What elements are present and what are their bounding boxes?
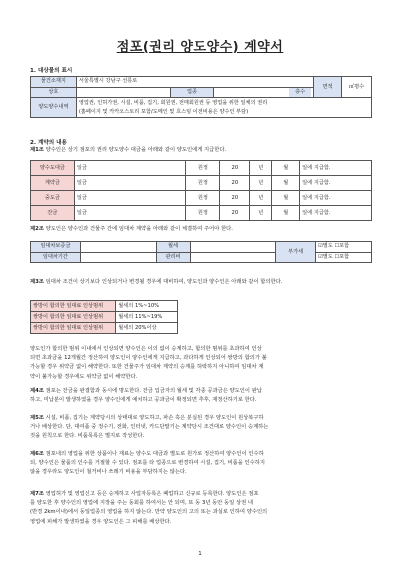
article-2-text: 양도인은 양수인과 건물주 간에 임대차 계약을 아래와 같이 체결하여 주어야 한다. (43, 226, 233, 232)
payment-row-3-label: 잔금 (31, 206, 75, 221)
article-6-line-1: 점포내의 영업을 위한 상품이나 재료는 양수도 대금과 별도로 원가로 정산하여 양수인이 인수하 (43, 451, 264, 457)
location-value: 서울특별시 강남구 선릉로 (76, 77, 313, 88)
article-4 (30, 387, 372, 405)
article-3-text: 임대차 조건이 상기보다 인상되거나 변경될 경우에 대비하여, 양도인과 양수인은 아래와 같이 합의한다. (43, 279, 283, 285)
article-4-line-2: 하고, 미납분이 발생하였을 경우 양수인에게 예치하고 공과금이 확정되면 추후, 재정산하기로 한다. (30, 397, 257, 404)
lease-period-value (80, 252, 156, 263)
payment-row-0-century: 20 (220, 161, 250, 176)
lease-period-label: 임대차기간 (31, 252, 81, 263)
document-title: 점포(권리 양도양수) 계약서 (116, 40, 284, 55)
increase-row-1-label: 쌍방이 합의한 임대료 인상범위 (31, 312, 116, 323)
payment-row-3-day: 일에 지급함. (300, 206, 372, 221)
payment-row-1-day: 일에 지급함. (300, 176, 372, 191)
payment-row-0-prefix: 일금 (74, 161, 186, 176)
increase-row-0-label: 쌍방이 합의한 임대료 인상범위 (31, 301, 116, 312)
article-3-label: 제3조 (30, 279, 44, 285)
article-6-line-2: 되, 양수인은 물품의 인수를 거절할 수 있다. 점포를 타 업종으로 변경하여 시설, 집기, 비품을 인수하지 (30, 460, 265, 467)
article-5 (30, 414, 372, 442)
page-number: 1 (198, 551, 202, 557)
increase-row-1-value: 월세의 11%~19% (116, 312, 178, 323)
article-6 (30, 450, 372, 478)
area-unit: ㎡평수 (342, 77, 372, 98)
article-3-detail (30, 345, 372, 382)
payment-row-3-won: 원정 (186, 206, 220, 221)
payment-row-2-month: 월 (272, 191, 300, 206)
business-type-label: 업종 (170, 87, 214, 98)
payment-table (30, 160, 372, 221)
article-3 (30, 278, 372, 287)
lease-table (30, 241, 372, 263)
article-3-detail-line-1: 양도인가 합의한 범위 이내에서 인상되면 양수인은 이의 없이 승계하고, 합의한 범위를 초과하여 인상 (30, 346, 262, 352)
article-7-line-4: 영업에 피해가 발생하였을 경우 양도인은 그 피해를 배상한다. (30, 518, 172, 525)
article-7-label: 제7조 (30, 491, 44, 497)
payment-row-2-label: 중도금 (31, 191, 75, 206)
transfer-details-value (76, 98, 371, 118)
property-table (30, 76, 372, 118)
article-7-line-1: 영업허가 및 영업신고 등은 승계하고 사업자등록은 폐업하고 신규로 등록한다. 양도인은 점포 (43, 491, 259, 497)
payment-row-2-prefix: 일금 (74, 191, 186, 206)
article-7-line-3: (반경 2km이내)에서 동일업종의 영업을 하지 않는다. 만약 양도인의 고의 또는 과실로 인하여 양수인의 (30, 509, 268, 516)
payment-row-2-year: 년 (250, 191, 272, 206)
article-3-detail-line-2: 되면 초과금을 12개월간 정산하여 양도인이 양수인에게 지급하고, 과다하게 인상되어 쌍방의 합의가 불 (30, 355, 267, 362)
transfer-details-line-1: 영업권, 인허가권, 시설, 비품, 집기, 회원권, 전매회원권 등 영업을 위한 일체의 권리 (78, 99, 268, 106)
article-5-label: 제5조 (30, 415, 44, 421)
vat-checkbox[interactable]: ☑별도 ☐포함 (316, 242, 372, 253)
article-4-label: 제4조 (30, 388, 44, 394)
payment-row-1-century: 20 (220, 176, 250, 191)
location-label: 물건소재지 (31, 77, 77, 88)
payment-row-0-year: 년 (250, 161, 272, 176)
article-5-line-1: 시설, 비품, 집기는 계약당시의 상태대로 양도하고, 파손 혹은 분실된 경우 양도인이 원상복구하 (43, 415, 264, 421)
payment-row-2-century: 20 (220, 191, 250, 206)
monthly-rent-value (190, 242, 276, 253)
shop-name-value (76, 87, 170, 98)
article-7 (30, 490, 372, 527)
section-2-heading: 2. 계약의 내용 (30, 140, 67, 146)
article-1 (30, 146, 372, 155)
payment-row-3-century: 20 (220, 206, 250, 221)
transfer-details-line-2: (홈페이지 및 카카오스토리 포함/도메인 및 호스팅 이전비용은 양수인 부담) (78, 108, 249, 115)
payment-row-3-year: 년 (250, 206, 272, 221)
payment-row-1-month: 월 (272, 176, 300, 191)
payment-row-2-won: 원정 (186, 191, 220, 206)
payment-row-1-year: 년 (250, 176, 272, 191)
payment-row-1-label: 계약금 (31, 176, 75, 191)
rent-increase-table (30, 300, 178, 334)
article-3-detail-line-4: 약이 불가능할 경우에도 위약금 없이 해약한다. (30, 373, 138, 380)
increase-row-0-value: 월세의 1%~10% (116, 301, 178, 312)
article-1-label: 제1조 (30, 147, 44, 153)
section-1-heading: 1. 대상물의 표시 (30, 68, 73, 74)
article-1-text: 양수인은 상기 점포의 권리 양도양수 대금을 아래와 같이 양도인에게 지급한다. (43, 147, 227, 153)
article-7-line-2: 를 양도한 후 양수인의 영업에 지장을 주는 동회를 하여서는 안 되며, 또 동 3년 동안 동일 상권 내 (30, 500, 254, 507)
payment-row-0-label: 양수도대금 (31, 161, 75, 176)
article-2 (30, 225, 372, 234)
shop-name-label: 상호 (31, 87, 77, 98)
area-label: 면적 (314, 77, 342, 98)
payment-row-3-prefix: 일금 (74, 206, 186, 221)
article-6-line-3: 않을 경우라도 양도인이 철거비나 쓰레기 비용을 부담하지는 않는다. (30, 469, 187, 476)
floor-label: 층수 (289, 88, 311, 97)
article-2-label: 제2조 (30, 226, 44, 232)
payment-row-1-prefix: 일금 (74, 176, 186, 191)
business-type-value (214, 87, 314, 98)
management-fee-label: 관리비 (156, 252, 190, 263)
article-5-line-3: 것을 원칙으로 한다. 비품목록은 별지로 작성한다. (30, 433, 145, 440)
increase-row-2-label: 쌍방이 합의한 임대료 인상범위 (31, 323, 116, 334)
deposit-value (80, 242, 156, 253)
monthly-rent-label: 월세 (156, 242, 190, 253)
deposit-label: 임대차보증금 (31, 242, 81, 253)
payment-row-0-day: 일에 지급함. (300, 161, 372, 176)
payment-row-0-won: 원정 (186, 161, 220, 176)
vat-label: 부가세 (276, 242, 316, 263)
payment-row-3-month: 월 (272, 206, 300, 221)
article-3-detail-line-3: 가능할 경우 위약금 없이 해약한다. 또한 건물주가 임대차 계약의 승계를 허락하지 아니하여 임대차 계 (30, 364, 264, 371)
management-fee-checkbox[interactable]: ☑별도 ☐포함 (316, 252, 372, 263)
payment-row-0-month: 월 (272, 161, 300, 176)
management-fee-value (190, 252, 276, 263)
transfer-details-label: 양도양수내역 (31, 98, 77, 118)
payment-row-2-day: 일에 지급함. (300, 191, 372, 206)
increase-row-2-value: 월세의 20%이상 (116, 323, 178, 334)
article-5-line-2: 거나 배상한다. 단, 대여품 중 정수기, 전화, 인터넷, 카드단말기는 계약당시 조건대로 양수인이 승계하는 (30, 424, 269, 431)
article-4-line-1: 점포는 잔금을 완결함과 동시에 명도한다. 잔금 입금자의 월세 및 각종 공과금은 양도인이 완납 (43, 388, 262, 394)
payment-row-1-won: 원정 (186, 176, 220, 191)
article-6-label: 제6조 (30, 451, 44, 457)
